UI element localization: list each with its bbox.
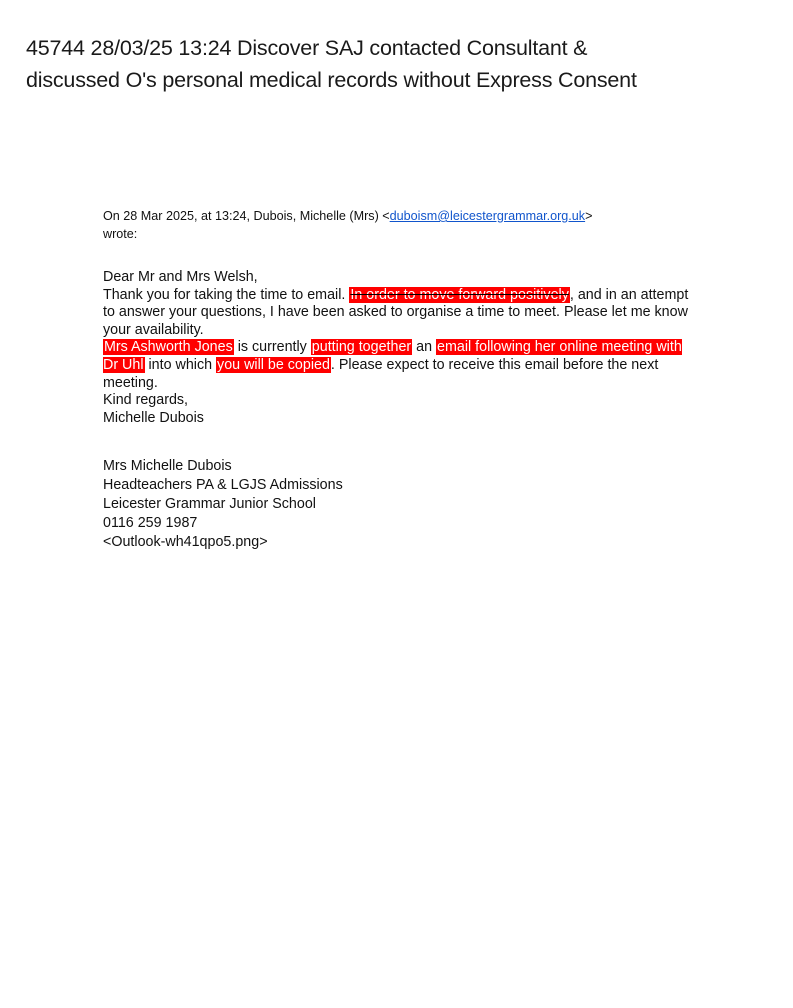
signature-line: 0116 259 1987 — [103, 515, 198, 532]
sender-email-link[interactable]: duboism@leicestergrammar.org.uk — [389, 209, 586, 223]
sender-name-text: Michelle Dubois — [103, 409, 204, 426]
paragraph-two-part-two: an — [412, 339, 437, 356]
email-header-wrote: wrote: — [103, 226, 138, 241]
salutation-line — [103, 269, 693, 287]
salutation-text: Dear Mr and Mrs Welsh, — [103, 269, 258, 285]
sender-line — [103, 410, 693, 428]
highlight-email-following-meeting: email following her online meeting with Dr Uhl — [103, 339, 682, 373]
signature-attachment-placeholder: <Outlook-wh41qpo5.png> — [103, 534, 268, 551]
email-signature — [103, 457, 693, 552]
highlight-putting-together: putting together — [311, 339, 412, 356]
page-title: 45744 28/03/25 13:24 Discover SAJ contacted Consultant & discussed O's personal medical records without Express Consent — [26, 36, 637, 92]
email-header — [103, 208, 693, 243]
paragraph-one-part-one: Thank you for taking the time to email. — [103, 286, 350, 303]
paragraph-one — [103, 287, 693, 340]
paragraph-two-part-one: is currently — [233, 339, 311, 356]
highlight-move-forward-positively: In order to move forward positively — [350, 286, 569, 303]
header-body-spacer — [103, 243, 693, 269]
paragraph-one-part-two: , and in an attempt to answer your questions, I have been asked to organise a time to meet. Please let me know your availability. — [103, 286, 689, 338]
signature-line: Mrs Michelle Dubois — [103, 458, 232, 475]
email-header-suffix: > — [585, 209, 593, 223]
email-header-prefix: On 28 Mar 2025, at 13:24, Dubois, Michelle (Mrs) < — [103, 209, 390, 223]
email-body — [103, 208, 693, 552]
closing-text: Kind regards, — [103, 392, 189, 409]
paragraph-two-part-four: . Please expect to receive this email before the next meeting. — [103, 356, 659, 391]
highlight-mrs-ashworth-jones: Mrs Ashworth Jones — [104, 339, 233, 356]
signature-line: Headteachers PA & LGJS Admissions — [103, 477, 343, 494]
closing-line — [103, 392, 693, 410]
paragraph-two — [103, 339, 693, 392]
email-message — [103, 269, 693, 427]
highlight-you-will-be-copied: you will be copied — [217, 356, 330, 373]
paragraph-two-part-three: into which — [144, 356, 217, 373]
signature-line: Leicester Grammar Junior School — [103, 496, 316, 513]
body-signature-spacer — [103, 427, 693, 457]
